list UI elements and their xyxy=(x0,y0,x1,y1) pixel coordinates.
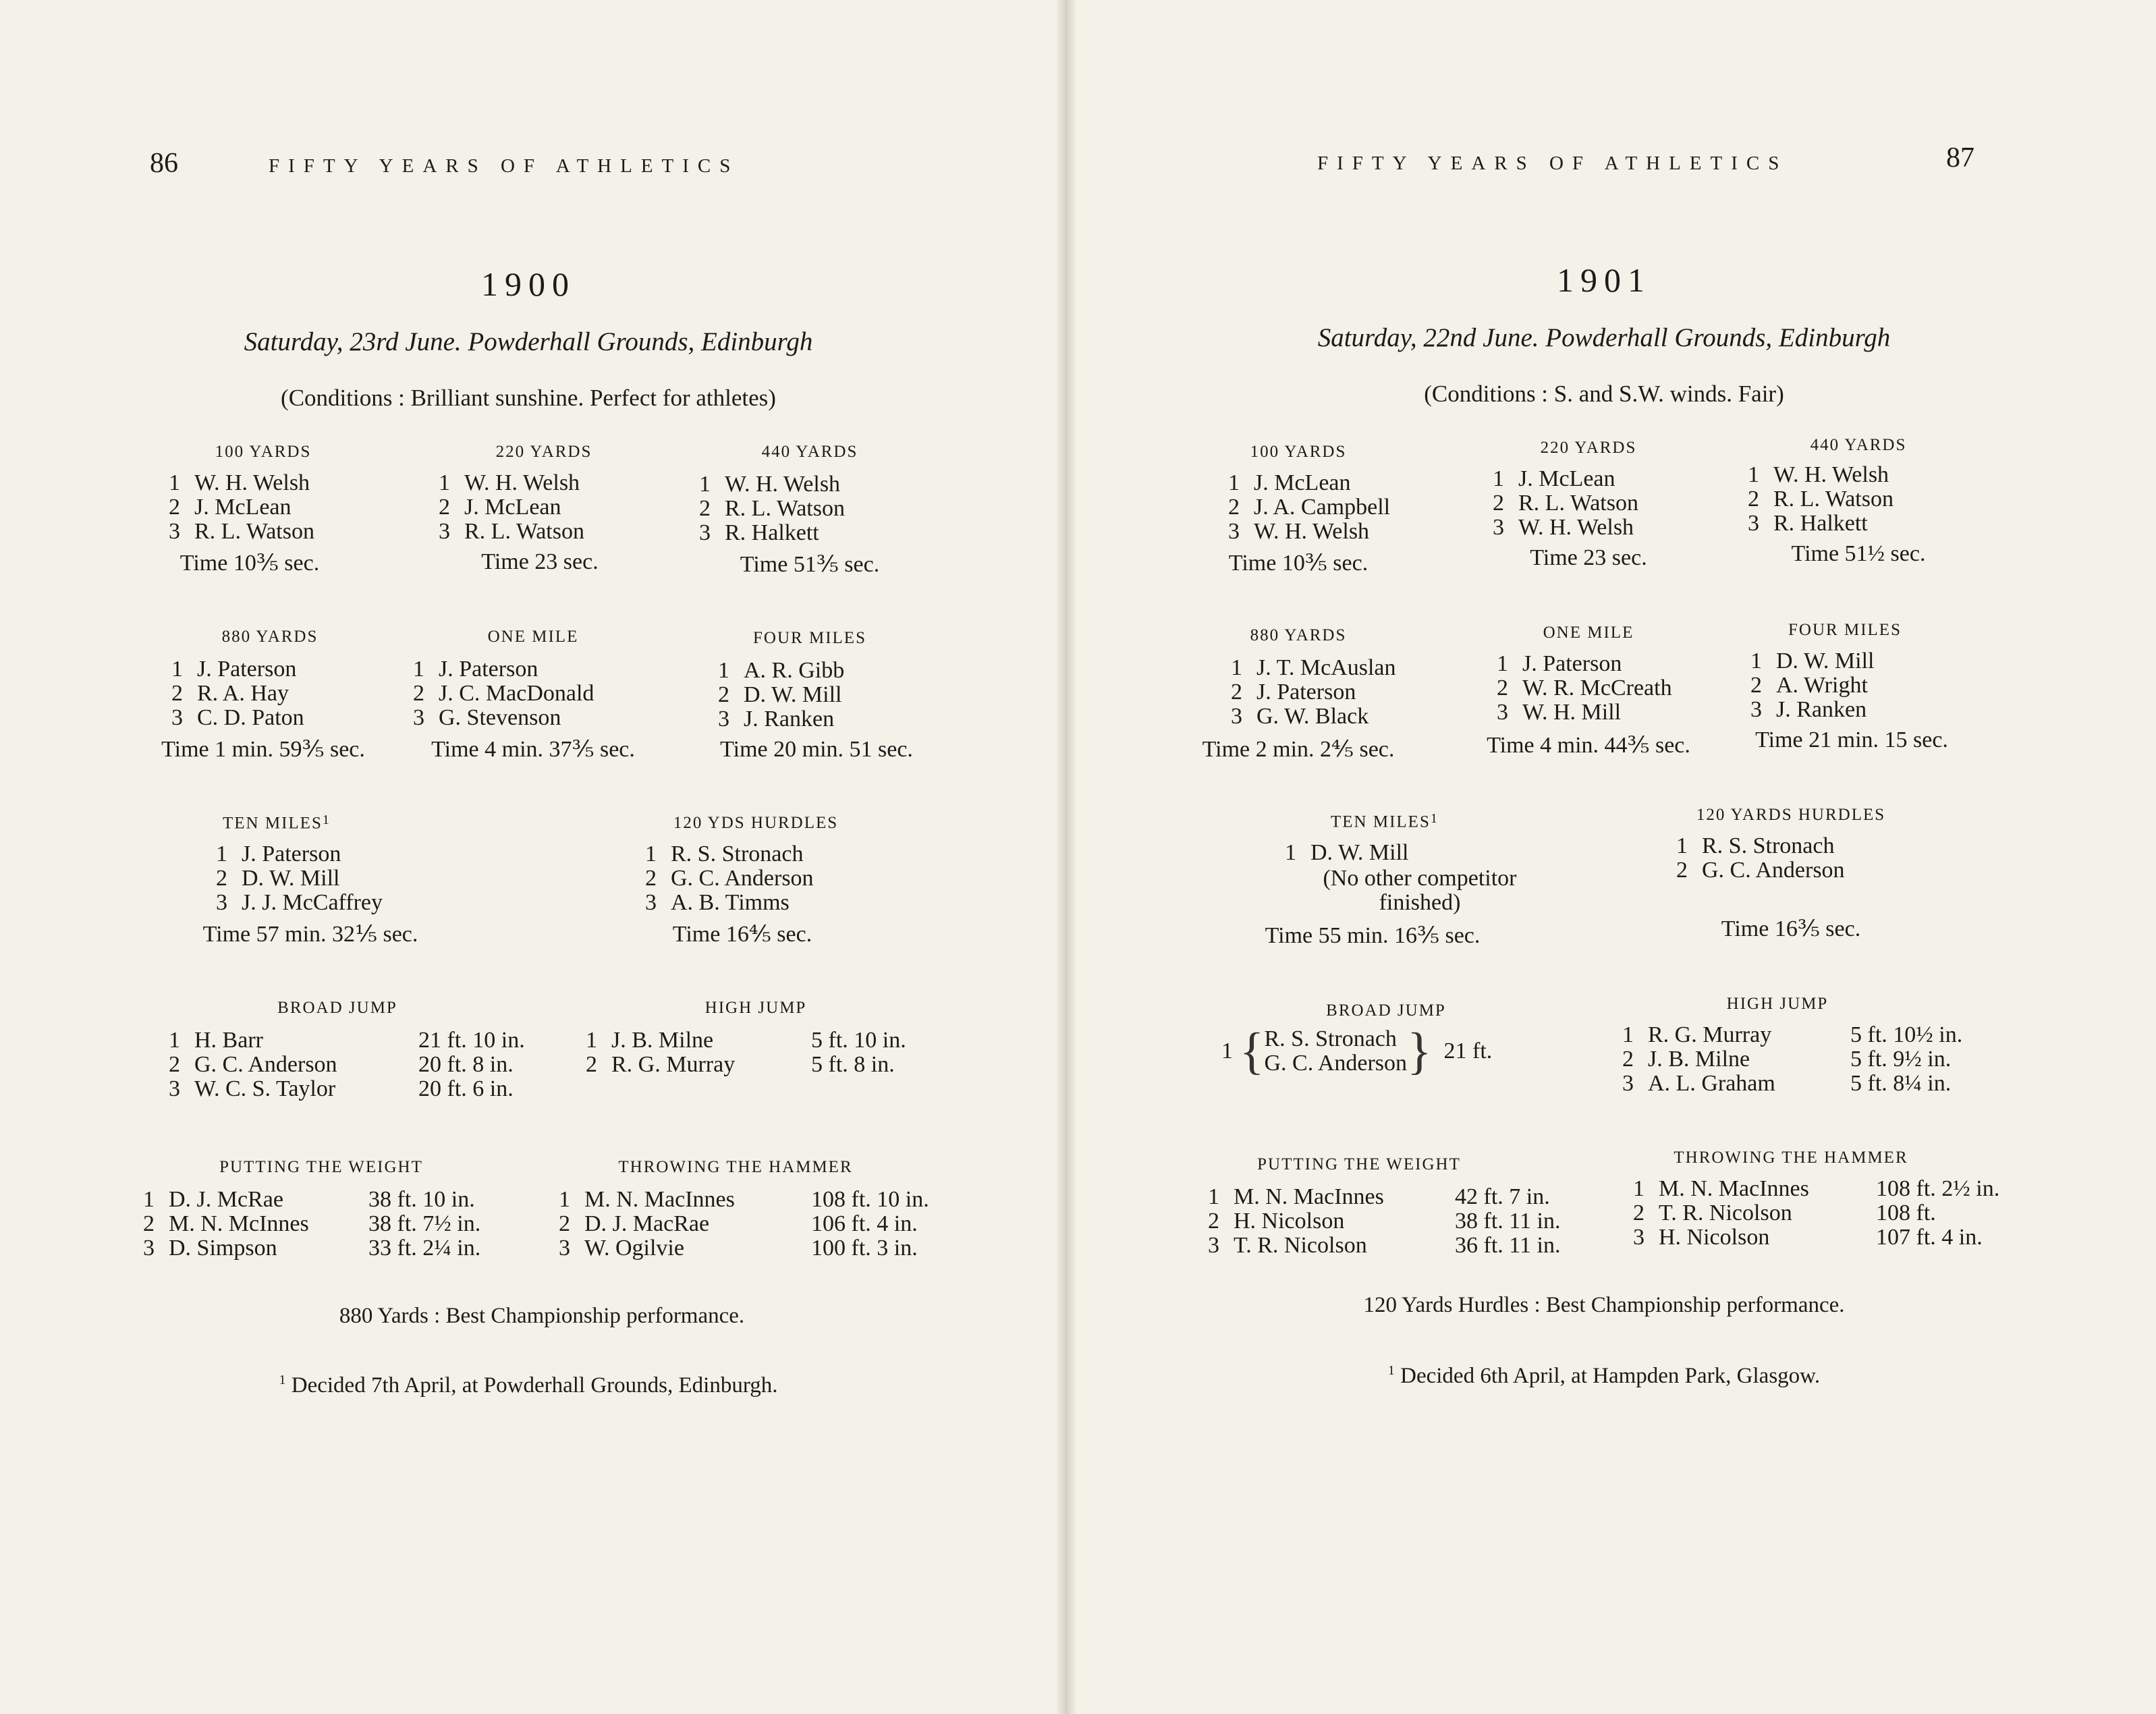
result-row: 2 H. Nicolson 38 ft. 11 in. xyxy=(1208,1209,1561,1234)
result-position: 1 xyxy=(1221,1039,1233,1063)
result-row: 3 G. Stevenson xyxy=(413,705,561,730)
result-row: 3 A. B. Timms xyxy=(645,890,790,915)
note-line: (No other competitor xyxy=(1323,866,1517,891)
results-880-yards xyxy=(1231,656,1396,729)
ten-miles-note xyxy=(1285,866,1555,915)
result-row: 2 J. C. MacDonald xyxy=(413,681,595,706)
event-100-yards xyxy=(1184,443,1413,462)
result-row: 1 J. Paterson xyxy=(1497,651,1622,676)
event-putting-the-weight xyxy=(173,1158,470,1177)
event-throwing-the-hammer xyxy=(587,1158,884,1177)
result-row: 2 J. McLean xyxy=(169,495,292,520)
result-row: 1 M. N. MacInnes 42 ft. 7 in. xyxy=(1208,1184,1550,1209)
result-row: 1 A. R. Gibb xyxy=(718,658,845,683)
result-row: 2 T. R. Nicolson 108 ft. xyxy=(1633,1200,1936,1225)
results-100-yards xyxy=(169,471,314,544)
event-title: 120 YARDS HURDLES xyxy=(1696,806,1886,824)
result-row: 3 R. L. Watson xyxy=(439,519,584,544)
year-heading: 1901 xyxy=(1557,261,1651,299)
best-performance-note: 120 Yards Hurdles : Best Championship performance. xyxy=(1363,1293,1845,1317)
event-high-jump xyxy=(641,999,870,1018)
result-row: 1 M. N. MacInnes 108 ft. 2½ in. xyxy=(1633,1176,2000,1201)
results-120-yards-hurdles xyxy=(1676,834,1845,883)
results-120-yds-hurdles xyxy=(645,842,814,915)
result-row: 3 J. J. McCaffrey xyxy=(216,890,383,915)
result-row: 2 G. C. Anderson 20 ft. 8 in. xyxy=(169,1052,514,1077)
result-row: 1 R. S. Stronach xyxy=(645,841,804,866)
result-row: 1 W. H. Welsh xyxy=(169,470,310,495)
event-time: Time 51⅗ sec. xyxy=(740,552,880,577)
tied-name: R. S. Stronach xyxy=(1264,1026,1397,1051)
result-row: 1 J. McLean xyxy=(1228,470,1351,495)
event-high-jump xyxy=(1663,995,1892,1014)
event-title: 100 YARDS xyxy=(1250,443,1347,461)
event-ten-miles xyxy=(1331,811,1437,831)
result-row: 1 J. T. McAuslan xyxy=(1231,655,1396,680)
event-title: 440 YARDS xyxy=(1810,436,1907,454)
results-putting-the-weight xyxy=(1208,1185,1560,1258)
results-one-mile xyxy=(413,657,594,730)
result-row: 1 D. W. Mill xyxy=(1750,648,1875,673)
running-title: FIFTY YEARS OF ATHLETICS xyxy=(1317,153,1788,174)
event-title: PUTTING THE WEIGHT xyxy=(219,1158,423,1176)
result-row: 1 H. Barr 21 ft. 10 in. xyxy=(169,1028,525,1053)
event-title: 440 YARDS xyxy=(761,443,858,461)
tied-name: G. C. Anderson xyxy=(1264,1051,1408,1076)
event-100-yards xyxy=(148,443,378,462)
result-row: 1 J. Paterson xyxy=(413,657,538,682)
result-row: 2 R. L. Watson xyxy=(1748,487,1894,512)
result-row: 1 J. Paterson xyxy=(216,841,341,866)
event-one-mile xyxy=(418,628,648,646)
event-time: Time 10⅗ sec. xyxy=(179,551,320,576)
results-four-miles xyxy=(1750,649,1874,722)
result-row: 1 W. H. Welsh xyxy=(439,470,580,495)
results-220-yards xyxy=(1493,467,1638,540)
result-row: 3 W. H. Welsh xyxy=(1228,519,1370,544)
event-time: Time 4 min. 37⅗ sec. xyxy=(431,737,635,762)
conditions: (Conditions : Brilliant sunshine. Perfect for athletes) xyxy=(281,385,776,411)
result-row: 3 D. Simpson 33 ft. 2¼ in. xyxy=(143,1236,481,1261)
result-row: 1 M. N. MacInnes 108 ft. 10 in. xyxy=(559,1187,929,1212)
event-title: BROAD JUMP xyxy=(277,999,397,1017)
event-title: THROWING THE HAMMER xyxy=(1674,1149,1908,1167)
running-title: FIFTY YEARS OF ATHLETICS xyxy=(269,155,740,177)
results-100-yards xyxy=(1228,471,1390,544)
event-title: 220 YARDS xyxy=(495,443,592,461)
event-title: HIGH JUMP xyxy=(704,999,807,1017)
left-brace-glyph: { xyxy=(1240,1023,1265,1080)
result-row: 2 G. C. Anderson xyxy=(1676,858,1845,883)
result-row: 3 R. L. Watson xyxy=(169,519,314,544)
event-time: Time 57 min. 32⅕ sec. xyxy=(202,922,418,947)
result-row: 1 R. G. Murray 5 ft. 10½ in. xyxy=(1622,1022,1963,1047)
event-title: TEN MILES xyxy=(1331,812,1431,831)
meeting-date-venue: Saturday, 22nd June. Powderhall Grounds, Edinburgh xyxy=(1317,323,1891,352)
event-title: ONE MILE xyxy=(487,628,579,646)
result-row: 3 R. Halkett xyxy=(699,520,819,545)
result-row: 3 J. Ranken xyxy=(718,707,835,731)
event-title: 220 YARDS xyxy=(1540,439,1637,457)
result-row: 3 G. W. Black xyxy=(1231,704,1369,729)
result-row: 2 A. Wright xyxy=(1750,673,1868,698)
footnote-mark: 1 xyxy=(322,812,329,827)
footnote-text: Decided 6th April, at Hampden Park, Glasgow. xyxy=(1400,1364,1821,1388)
footnote-mark: 1 xyxy=(1387,1363,1395,1378)
event-time: Time 16⅘ sec. xyxy=(672,922,812,947)
results-high-jump xyxy=(1622,1023,1962,1096)
result-row: 3 R. Halkett xyxy=(1748,511,1868,536)
result-row: 2 G. C. Anderson xyxy=(645,866,814,891)
result-row: 2 D. J. MacRae 106 ft. 4 in. xyxy=(559,1211,918,1236)
event-four-miles xyxy=(1730,621,1960,640)
event-440-yards xyxy=(1744,436,1973,455)
result-row: 2 J. B. Milne 5 ft. 9½ in. xyxy=(1622,1047,1952,1072)
result-row: 1 J. B. Milne 5 ft. 10 in. xyxy=(586,1028,906,1053)
results-440-yards xyxy=(699,472,845,545)
event-title: 880 YARDS xyxy=(221,628,319,646)
results-putting-the-weight xyxy=(143,1188,480,1261)
event-title: TEN MILES xyxy=(223,814,323,833)
event-broad-jump xyxy=(1271,1001,1501,1020)
event-220-yards xyxy=(1474,439,1703,458)
event-title: 880 YARDS xyxy=(1250,626,1347,644)
event-120-yards-hurdles xyxy=(1649,806,1933,825)
result-row: 3 A. L. Graham 5 ft. 8¼ in. xyxy=(1622,1071,1952,1096)
event-title: BROAD JUMP xyxy=(1326,1001,1446,1020)
event-time: Time 1 min. 59⅗ sec. xyxy=(161,737,365,762)
result-row: 3 W. H. Welsh xyxy=(1493,515,1634,540)
best-performance-note: 880 Yards : Best Championship performance. xyxy=(339,1304,745,1328)
result-row: 2 W. R. McCreath xyxy=(1497,675,1672,700)
event-time: Time 23 sec. xyxy=(481,549,599,574)
event-880-yards xyxy=(155,628,385,646)
result-row: 1 J. McLean xyxy=(1493,466,1615,491)
results-four-miles xyxy=(718,659,844,731)
event-title: 120 YDS HURDLES xyxy=(673,814,839,832)
footnote xyxy=(1076,1363,2132,1389)
result-row: 1 W. H. Welsh xyxy=(699,472,841,497)
footnote xyxy=(0,1373,1057,1398)
event-time: Time 4 min. 44⅗ sec. xyxy=(1487,733,1690,758)
event-220-yards xyxy=(429,443,659,462)
result-row: 2 J. A. Campbell xyxy=(1228,495,1391,520)
event-title: FOUR MILES xyxy=(753,629,866,647)
result-row: 1 D. W. Mill xyxy=(1285,840,1409,865)
results-one-mile xyxy=(1497,652,1672,725)
result-row: 2 J. McLean xyxy=(439,495,561,520)
event-one-mile xyxy=(1474,624,1703,642)
page-number: 87 xyxy=(1946,142,1974,173)
event-time: Time 51½ sec. xyxy=(1791,541,1926,566)
tied-names xyxy=(1264,1027,1407,1076)
result-row: 3 W. H. Mill xyxy=(1497,700,1622,725)
results-throwing-the-hammer xyxy=(1633,1177,1999,1250)
page-number: 86 xyxy=(150,148,178,179)
event-120-yds-hurdles xyxy=(641,814,870,833)
conditions: (Conditions : S. and S.W. winds. Fair) xyxy=(1424,381,1784,407)
footnote-mark: 1 xyxy=(279,1373,286,1387)
event-throwing-the-hammer xyxy=(1642,1149,1939,1167)
event-time: Time 55 min. 16⅗ sec. xyxy=(1265,923,1481,948)
result-row: 2 D. W. Mill xyxy=(718,682,842,707)
right-brace-glyph: } xyxy=(1407,1023,1432,1080)
event-title: THROWING THE HAMMER xyxy=(618,1158,853,1176)
left-page xyxy=(0,0,1057,1714)
result-row: 2 M. N. McInnes 38 ft. 7½ in. xyxy=(143,1211,481,1236)
result-row: 2 D. W. Mill xyxy=(216,866,340,891)
result-mark: 21 ft. xyxy=(1443,1039,1493,1063)
meeting-date-venue: Saturday, 23rd June. Powderhall Grounds, Edinburgh xyxy=(244,327,813,356)
results-throwing-the-hammer xyxy=(559,1188,929,1261)
event-putting-the-weight xyxy=(1211,1155,1508,1174)
book-gutter xyxy=(1057,0,1076,1714)
result-row: 2 R. A. Hay xyxy=(171,681,289,706)
result-row: 1 J. Paterson xyxy=(171,657,297,682)
event-title: PUTTING THE WEIGHT xyxy=(1257,1155,1461,1173)
event-880-yards xyxy=(1184,626,1413,645)
footnote-text: Decided 7th April, at Powderhall Grounds, Edinburgh. xyxy=(291,1373,778,1398)
event-time: Time 10⅗ sec. xyxy=(1228,551,1369,576)
event-time: Time 21 min. 15 sec. xyxy=(1755,727,1948,752)
result-row: 2 R. L. Watson xyxy=(699,496,845,521)
result-row: 2 R. G. Murray 5 ft. 8 in. xyxy=(586,1052,895,1077)
results-ten-miles xyxy=(1285,841,1408,865)
results-broad-jump xyxy=(169,1028,525,1101)
event-time: Time 16⅗ sec. xyxy=(1721,916,1861,941)
results-440-yards xyxy=(1748,463,1894,536)
event-440-yards xyxy=(695,443,924,462)
results-high-jump xyxy=(586,1028,906,1077)
event-time: Time 2 min. 2⅘ sec. xyxy=(1202,737,1395,762)
result-row: 1 D. J. McRae 38 ft. 10 in. xyxy=(143,1187,475,1212)
result-row: 2 J. Paterson xyxy=(1231,680,1356,704)
results-220-yards xyxy=(439,471,584,544)
result-row: 3 W. Ogilvie 100 ft. 3 in. xyxy=(559,1236,918,1261)
event-title: ONE MILE xyxy=(1543,624,1634,642)
right-page xyxy=(1076,0,2132,1714)
event-broad-jump xyxy=(223,999,452,1018)
result-row: 1 R. S. Stronach xyxy=(1676,833,1835,858)
event-title: HIGH JUMP xyxy=(1726,995,1829,1013)
results-broad-jump xyxy=(1221,1023,1493,1080)
result-row: 1 W. H. Welsh xyxy=(1748,462,1889,487)
results-880-yards xyxy=(171,657,304,730)
event-time: Time 20 min. 51 sec. xyxy=(720,737,913,762)
event-time: Time 23 sec. xyxy=(1530,545,1647,570)
result-row: 3 H. Nicolson 107 ft. 4 in. xyxy=(1633,1225,1983,1250)
result-row: 3 W. C. S. Taylor 20 ft. 6 in. xyxy=(169,1076,514,1101)
footnote-mark: 1 xyxy=(1430,811,1437,826)
event-ten-miles xyxy=(223,812,329,833)
result-row: 3 C. D. Paton xyxy=(171,705,304,730)
results-ten-miles xyxy=(216,842,383,915)
result-row: 3 T. R. Nicolson 36 ft. 11 in. xyxy=(1208,1233,1561,1258)
result-row: 2 R. L. Watson xyxy=(1493,491,1638,516)
result-row: 3 J. Ranken xyxy=(1750,697,1867,722)
event-four-miles xyxy=(695,629,924,648)
note-line: finished) xyxy=(1379,890,1461,915)
event-title: FOUR MILES xyxy=(1788,621,1902,639)
year-heading: 1900 xyxy=(481,265,576,303)
event-title: 100 YARDS xyxy=(215,443,312,461)
